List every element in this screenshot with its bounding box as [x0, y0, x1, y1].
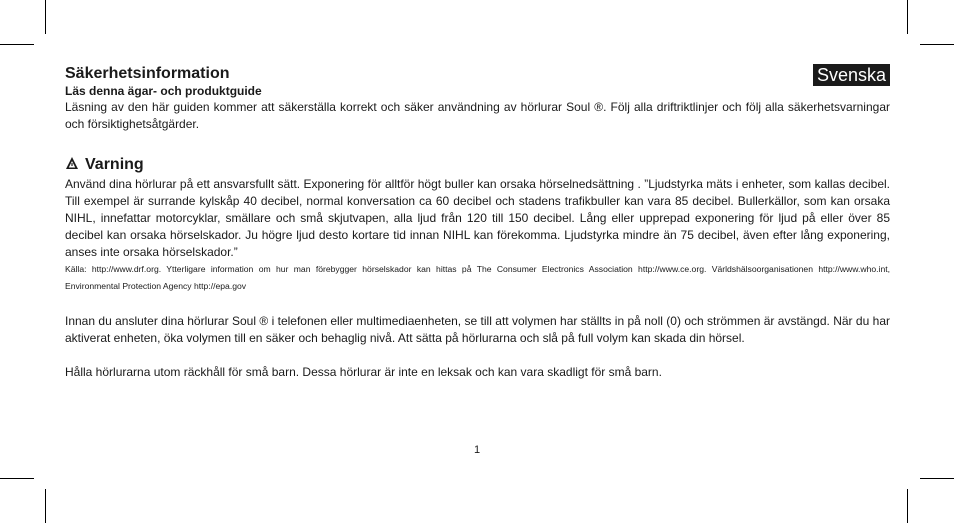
crop-mark-bottom-left-vertical — [45, 489, 46, 523]
crop-mark-top-right-vertical — [907, 0, 908, 34]
page-number: 1 — [473, 444, 481, 456]
page-title: Säkerhetsinformation — [65, 65, 230, 82]
connect-paragraph: Innan du ansluter dina hörlurar Soul ® i telefonen eller multimediaenheten, se till att volymen har ställts in på noll (0) och strömmen är avstängd. När du har aktiverat enheten, öka volymen till en säker och behaglig nivå. Att sätta på hörlurarna och slå på full volym kan skada din hörsel. — [65, 314, 890, 345]
warning-heading — [65, 154, 890, 176]
crop-mark-bottom-left-horizontal — [0, 478, 34, 479]
document-content — [65, 64, 890, 381]
warning-triangle-icon — [65, 156, 79, 175]
crop-mark-top-right-horizontal — [920, 44, 954, 45]
warning-paragraph: Använd dina hörlurar på ett ansvarsfullt sätt. Exponering för alltför högt buller kan orsaka hörselnedsättning . ”Ljudstyrka mäts i enheter, som kallas decibel. Till exempel är surrande kylskåp 40 decibel, normal konversation ca 60 decibel och stadens trafikbuller kan vara 85 decibel. Bullerkällor, som kan orsaka NIHL, innefattar motorcyklar, smällare och små skjutvapen, alla ljud från 120 till 150 decibel. Lång eller upprepad exponering för ljud på eller över 85 decibel kan orsaka hörselskador. Ju högre ljud desto kortare tid innan NIHL kan förekomma. Ljudstyrka mindre än 75 decibel, även efter lång exponering, anses inte orsaka hörselskador.” — [65, 177, 890, 259]
crop-mark-top-left-horizontal — [0, 44, 34, 45]
crop-mark-top-left-vertical — [45, 0, 46, 34]
children-paragraph: Hålla hörlurarna utom räckhåll för små barn. Dessa hörlurar är inte en leksak och kan vara skadligt för små barn. — [65, 365, 662, 379]
page-subtitle: Läs denna ägar- och produktguide — [65, 84, 262, 98]
warning-title: Varning — [85, 156, 144, 173]
intro-paragraph: Läsning av den här guiden kommer att säkerställa korrekt och säker användning av hörlurar Soul ®. Följ alla driftriktlinjer och följ alla säkerhetsvarningar och försiktighetsåtgärder. — [65, 100, 890, 131]
crop-mark-bottom-right-vertical — [907, 489, 908, 523]
source-note: Källa: http://www.drf.org. Ytterligare information om hur man förebygger hörselskador kan hittas på The Consumer Electronics Association http://www.ce.org. Världshälsoorganisationen http://www.who.int, Environmental Protection Agency http://epa.gov — [65, 264, 890, 291]
language-badge: Svenska — [813, 64, 890, 86]
crop-mark-bottom-right-horizontal — [920, 478, 954, 479]
